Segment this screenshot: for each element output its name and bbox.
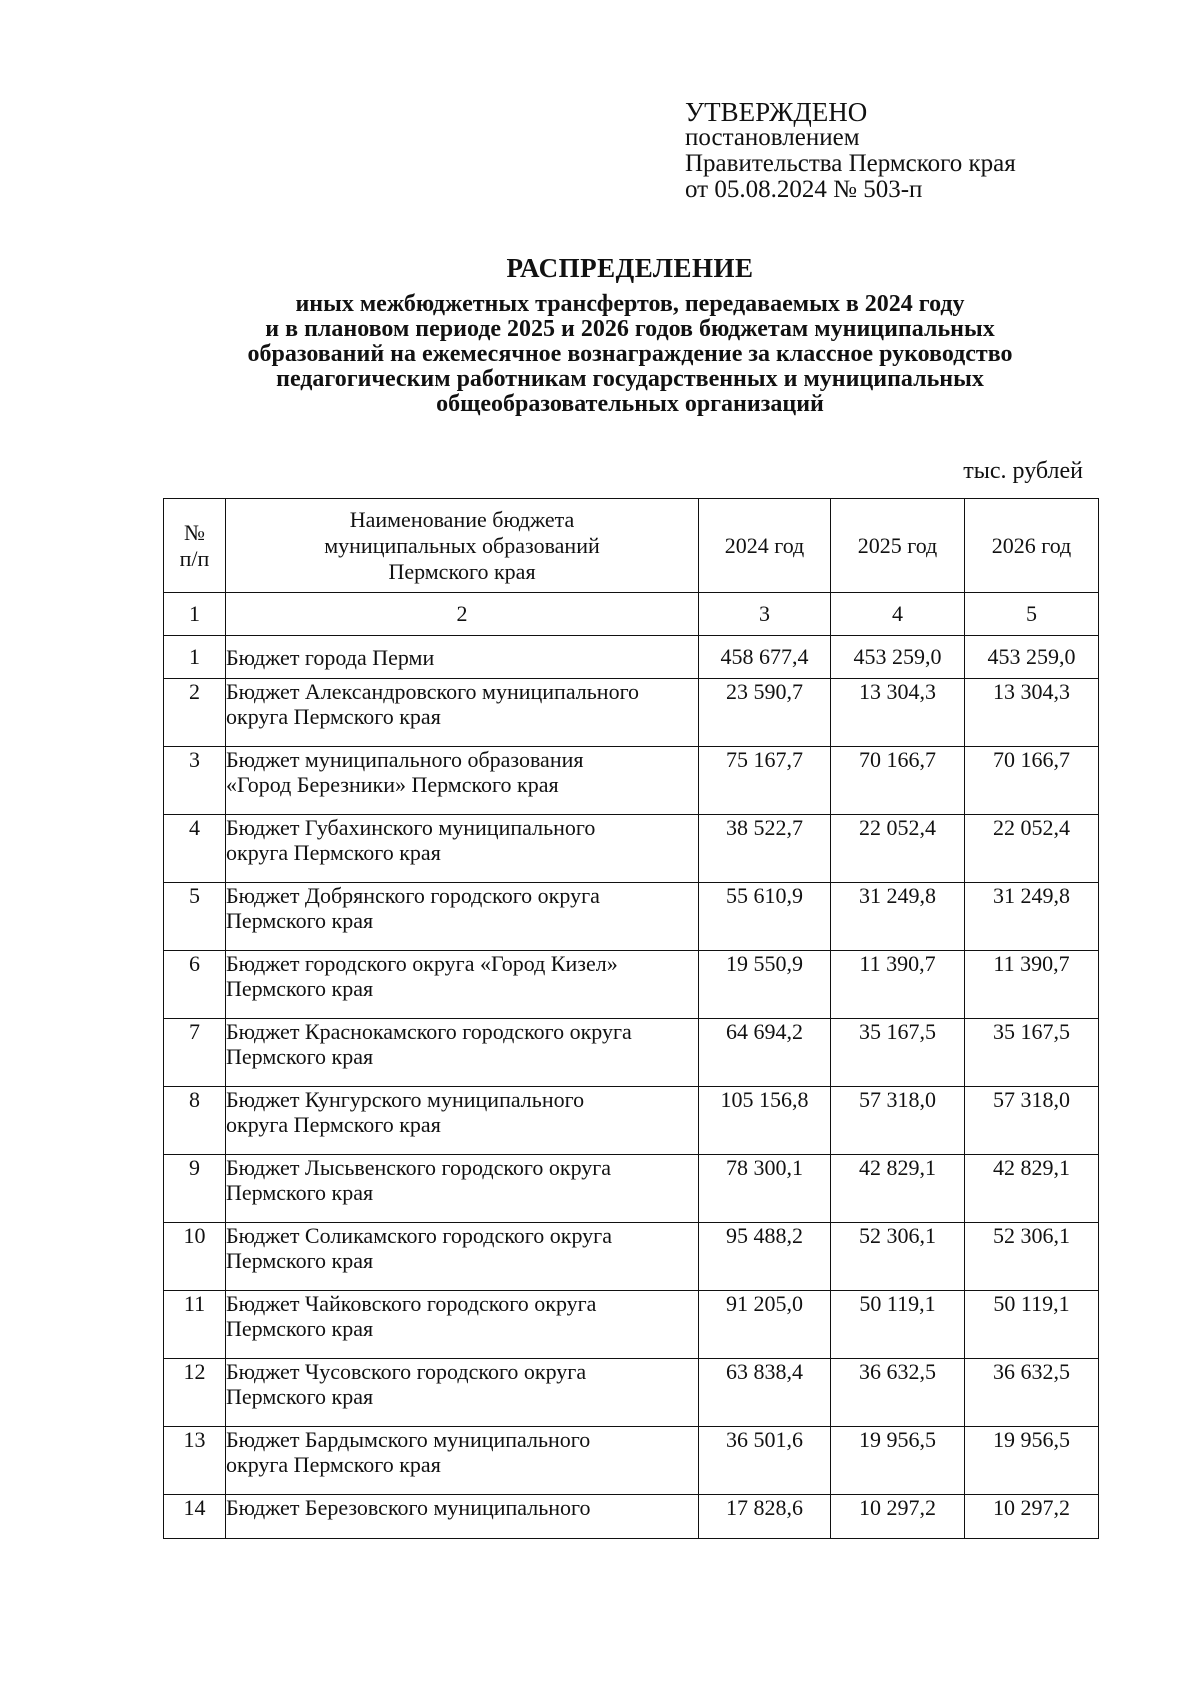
value-2024: 23 590,7: [699, 679, 831, 747]
table-row: [164, 1495, 1099, 1539]
budget-name: [226, 1495, 699, 1539]
value-2024: 64 694,2: [699, 1019, 831, 1087]
table-row: [164, 1359, 1099, 1427]
value-2024: 19 550,9: [699, 951, 831, 1019]
value-2025: 13 304,3: [831, 679, 965, 747]
value-2026: 52 306,1: [965, 1223, 1099, 1291]
value-2026: 453 259,0: [965, 636, 1099, 679]
row-number: 2: [164, 679, 226, 747]
budget-name-line-1: Бюджет Добрянского городского округа: [226, 883, 600, 908]
distribution-table: [163, 498, 1099, 1539]
budget-name: [226, 1155, 699, 1223]
document-subtitle: [140, 292, 1120, 417]
budget-name-line-2: Пермского края: [226, 1248, 374, 1273]
row-number: 1: [164, 636, 226, 679]
budget-name-line-1: Бюджет Кунгурского муниципального: [226, 1087, 585, 1112]
budget-name: [226, 1359, 699, 1427]
value-2024: 38 522,7: [699, 815, 831, 883]
value-2025: 453 259,0: [831, 636, 965, 679]
budget-name-line-1: Бюджет Чайковского городского округа: [226, 1291, 597, 1316]
approval-line-4: от 05.08.2024 № 503-п: [685, 176, 923, 203]
budget-name-line-1: Бюджет Губахинского муниципального: [226, 815, 596, 840]
budget-name: [226, 747, 699, 815]
header-2026: 2026 год: [965, 499, 1099, 593]
value-2026: 42 829,1: [965, 1155, 1099, 1223]
value-2025: 31 249,8: [831, 883, 965, 951]
value-2025: 50 119,1: [831, 1291, 965, 1359]
column-number: 5: [965, 593, 1099, 636]
units-label: тыс. рублей: [963, 458, 1083, 484]
value-2025: 35 167,5: [831, 1019, 965, 1087]
header-number: № п/п: [164, 499, 226, 593]
table-row: [164, 815, 1099, 883]
budget-name-line-2: округа Пермского края: [226, 1452, 441, 1477]
row-number: 6: [164, 951, 226, 1019]
budget-name-line-1: Бюджет Бардымского муниципального: [226, 1427, 591, 1452]
value-2024: 91 205,0: [699, 1291, 831, 1359]
header-2025: 2025 год: [831, 499, 965, 593]
subtitle-line-1: иных межбюджетных трансфертов, передаваемых в 2024 году: [295, 291, 965, 317]
table-row: [164, 1155, 1099, 1223]
row-number: 10: [164, 1223, 226, 1291]
budget-name-line-1: Бюджет Соликамского городского округа: [226, 1223, 612, 1248]
column-numbers-row: [164, 593, 1099, 636]
header-2024: 2024 год: [699, 499, 831, 593]
column-number: 4: [831, 593, 965, 636]
subtitle-line-4: педагогическим работникам государственных и муниципальных: [276, 366, 984, 392]
budget-name: [226, 1019, 699, 1087]
subtitle-line-3: образований на ежемесячное вознаграждение за классное руководство: [247, 341, 1013, 367]
value-2025: 19 956,5: [831, 1427, 965, 1495]
budget-name-line-1: Бюджет Лысьвенского городского округа: [226, 1155, 612, 1180]
row-number: 8: [164, 1087, 226, 1155]
value-2026: 10 297,2: [965, 1495, 1099, 1539]
approval-heading: УТВЕРЖДЕНО: [685, 97, 868, 127]
table-row: [164, 1019, 1099, 1087]
column-number: 2: [226, 593, 699, 636]
row-number: 7: [164, 1019, 226, 1087]
budget-name-line-2: Пермского края: [226, 1384, 374, 1409]
value-2025: 57 318,0: [831, 1087, 965, 1155]
value-2026: 31 249,8: [965, 883, 1099, 951]
value-2026: 13 304,3: [965, 679, 1099, 747]
value-2026: 36 632,5: [965, 1359, 1099, 1427]
value-2024: 55 610,9: [699, 883, 831, 951]
value-2025: 22 052,4: [831, 815, 965, 883]
table-row: [164, 883, 1099, 951]
document-title: РАСПРЕДЕЛЕНИЕ: [506, 253, 754, 283]
table-row: [164, 1291, 1099, 1359]
budget-name-line-1: Бюджет городского округа «Город Кизел»: [226, 951, 618, 976]
budget-name-line-2: Пермского края: [226, 908, 374, 933]
table-row: [164, 1223, 1099, 1291]
budget-name-line-2: Пермского края: [226, 1044, 374, 1069]
column-number: 3: [699, 593, 831, 636]
value-2026: 11 390,7: [965, 951, 1099, 1019]
value-2025: 52 306,1: [831, 1223, 965, 1291]
row-number: 11: [164, 1291, 226, 1359]
value-2024: 17 828,6: [699, 1495, 831, 1539]
value-2024: 105 156,8: [699, 1087, 831, 1155]
approval-line-2: постановлением: [685, 124, 860, 151]
subtitle-line-2: и в плановом периоде 2025 и 2026 годов бюджетам муниципальных: [265, 316, 995, 342]
value-2026: 19 956,5: [965, 1427, 1099, 1495]
value-2026: 57 318,0: [965, 1087, 1099, 1155]
table-row: [164, 679, 1099, 747]
value-2024: 78 300,1: [699, 1155, 831, 1223]
row-number: 5: [164, 883, 226, 951]
subtitle-line-5: общеобразовательных организаций: [436, 391, 824, 417]
value-2026: 35 167,5: [965, 1019, 1099, 1087]
row-number: 3: [164, 747, 226, 815]
budget-name-line-1: Бюджет Александровского муниципального: [226, 679, 640, 704]
table-header-row: [164, 499, 1099, 593]
table-row: [164, 747, 1099, 815]
budget-name: [226, 679, 699, 747]
value-2026: 50 119,1: [965, 1291, 1099, 1359]
budget-name-line-2: Пермского края: [226, 1180, 374, 1205]
budget-name: [226, 1427, 699, 1495]
budget-name: [226, 1223, 699, 1291]
budget-name-line-1: Бюджет города Перми: [226, 644, 435, 670]
table-row: [164, 636, 1099, 679]
table-row: [164, 951, 1099, 1019]
budget-name-line-2: Пермского края: [226, 976, 374, 1001]
budget-name-line-1: Бюджет Краснокамского городского округа: [226, 1019, 632, 1044]
value-2025: 11 390,7: [831, 951, 965, 1019]
value-2025: 10 297,2: [831, 1495, 965, 1539]
value-2025: 42 829,1: [831, 1155, 965, 1223]
value-2025: 36 632,5: [831, 1359, 965, 1427]
value-2024: 95 488,2: [699, 1223, 831, 1291]
budget-name: [226, 815, 699, 883]
approval-stamp: [685, 99, 1016, 203]
value-2024: 36 501,6: [699, 1427, 831, 1495]
table-row: [164, 1427, 1099, 1495]
approval-line-3: Правительства Пермского края: [685, 150, 1016, 177]
budget-name-line-2: Пермского края: [226, 1316, 374, 1341]
row-number: 4: [164, 815, 226, 883]
budget-name: [226, 636, 699, 679]
budget-name-line-1: Бюджет Чусовского городского округа: [226, 1359, 587, 1384]
budget-name: [226, 1087, 699, 1155]
value-2025: 70 166,7: [831, 747, 965, 815]
budget-name-line-1: Бюджет муниципального образования: [226, 747, 584, 772]
budget-name-line-2: «Город Березники» Пермского края: [226, 772, 559, 797]
budget-name-line-2: округа Пермского края: [226, 840, 441, 865]
value-2026: 70 166,7: [965, 747, 1099, 815]
budget-name-line-2: округа Пермского края: [226, 704, 441, 729]
row-number: 14: [164, 1495, 226, 1539]
row-number: 12: [164, 1359, 226, 1427]
row-number: 13: [164, 1427, 226, 1495]
budget-name: [226, 883, 699, 951]
budget-name-line-1: Бюджет Березовского муниципального: [226, 1495, 591, 1520]
budget-name: [226, 951, 699, 1019]
budget-name: [226, 1291, 699, 1359]
value-2024: 458 677,4: [699, 636, 831, 679]
header-budget-name: Наименование бюджета муниципальных образований Пермского края: [226, 499, 699, 593]
budget-name-line-2: округа Пермского края: [226, 1112, 441, 1137]
value-2024: 75 167,7: [699, 747, 831, 815]
table-row: [164, 1087, 1099, 1155]
value-2024: 63 838,4: [699, 1359, 831, 1427]
value-2026: 22 052,4: [965, 815, 1099, 883]
row-number: 9: [164, 1155, 226, 1223]
column-number: 1: [164, 593, 226, 636]
